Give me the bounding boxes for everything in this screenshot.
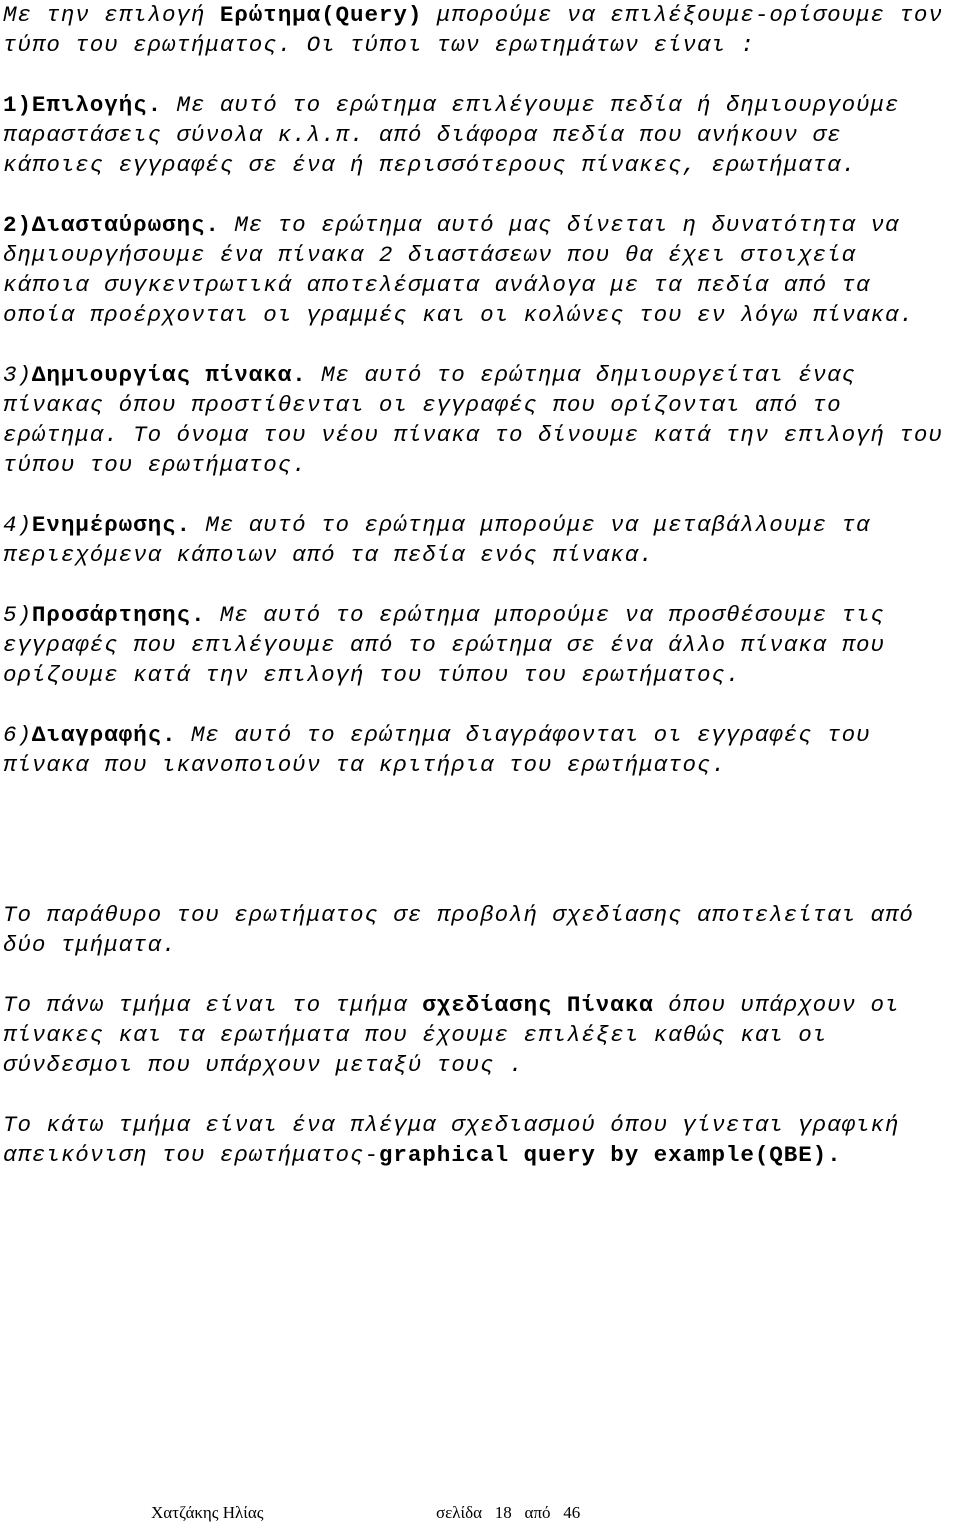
query-type-4: [3, 510, 953, 570]
type-number: 1): [3, 92, 32, 118]
type-name: Προσάρτησης.: [31, 602, 206, 628]
type-description: Με αυτό το ερώτημα διαγράφονται οι εγγραφές του πίνακα που ικανοποιούν τα κριτήρια του ερωτήματος.: [3, 722, 871, 778]
intro-text-cont: μπορούμε να επιλέξουμε-ορίσουμε τον τύπο του ερωτήματος. Οι τύποι των ερωτημάτων είναι :: [3, 2, 943, 58]
query-type-5: [3, 600, 953, 690]
upper-section-text-cont: όπου υπάρχουν οι πίνακες και τα ερωτήματα που έχουμε επιλέξει καθώς και οι σύνδεσμοι που υπάρχουν μεταξύ τους .: [3, 992, 900, 1078]
type-number: 5): [3, 602, 32, 628]
type-description: Με αυτό το ερώτημα δημιουργείται ένας πίνακας όπου προστίθενται οι εγγραφές που ορίζονται από το ερώτημα. Το όνομα του νέου πίνακα το δίνουμε κατά την επιλογή του τύπου του ερωτήματος.: [3, 362, 943, 478]
query-type-1: [3, 90, 953, 180]
type-name: Διαγραφής.: [31, 722, 177, 748]
type-name: Επιλογής.: [31, 92, 163, 118]
qbe-term: graphical query by example(QBE).: [378, 1142, 842, 1168]
type-name: Δημιουργίας πίνακα.: [31, 362, 307, 388]
type-description: Με αυτό το ερώτημα μπορούμε να προσθέσουμε τις εγγραφές που επιλέγουμε από το ερώτημα σε ένα άλλο πίνακα που ορίζουμε κατά την επιλογή του τύπου του ερωτήματος.: [3, 602, 885, 688]
type-number: 6): [3, 722, 32, 748]
upper-section-text: Το πάνω τμήμα είναι το τμήμα: [3, 992, 423, 1018]
query-type-3: [3, 360, 953, 480]
lower-section-paragraph: [3, 1110, 953, 1170]
type-description: Με το ερώτημα αυτό μας δίνεται η δυνατότητα να δημιουργήσουμε ένα πίνακα 2 διαστάσεων που θα έχει στοιχεία κάποια συγκεντρωτικά αποτελέσματα ανάλογα με τα πεδία από τα οποία προέρχονται οι γραμμές και οι κολώνες του εν λόγω πίνακα.: [3, 212, 914, 328]
type-number: 2): [3, 212, 32, 238]
type-name: Ενημέρωσης.: [31, 512, 191, 538]
upper-section-paragraph: [3, 990, 953, 1080]
intro-paragraph: [3, 0, 953, 60]
type-number: 4): [3, 512, 32, 538]
lower-section-text: Το κάτω τμήμα είναι ένα πλέγμα σχεδιασμού όπου γίνεται γραφική απεικόνιση του ερωτήματος-: [3, 1112, 900, 1168]
document-body: [3, 0, 953, 1170]
type-description: Με αυτό το ερώτημα επιλέγουμε πεδία ή δημιουργούμε παραστάσεις σύνολα κ.λ.π. από διάφορα πεδία που ανήκουν σε κάποιες εγγραφές σε ένα ή περισσότερους πίνακες, ερωτήματα.: [3, 92, 900, 178]
type-description: Με αυτό το ερώτημα μπορούμε να μεταβάλλουμε τα περιεχόμενα κάποιων από τα πεδία ενός πίνακα.: [3, 512, 871, 568]
footer-author: Χατζάκης Ηλίας: [151, 1503, 264, 1522]
footer-page-number: σελίδα 18 από 46: [436, 1503, 581, 1522]
intro-bold-term: Ερώτημα(Query): [219, 2, 423, 28]
query-type-6: [3, 720, 953, 780]
intro-text: Με την επιλογή: [3, 2, 220, 28]
table-design-term: σχεδίασης Πίνακα: [422, 992, 654, 1018]
type-number: 3): [3, 362, 32, 388]
design-view-paragraph: Το παράθυρο του ερωτήματος σε προβολή σχεδίασης αποτελείται από δύο τμήματα.: [3, 902, 914, 958]
type-name: Διασταύρωσης.: [31, 212, 220, 238]
query-type-2: [3, 210, 953, 330]
